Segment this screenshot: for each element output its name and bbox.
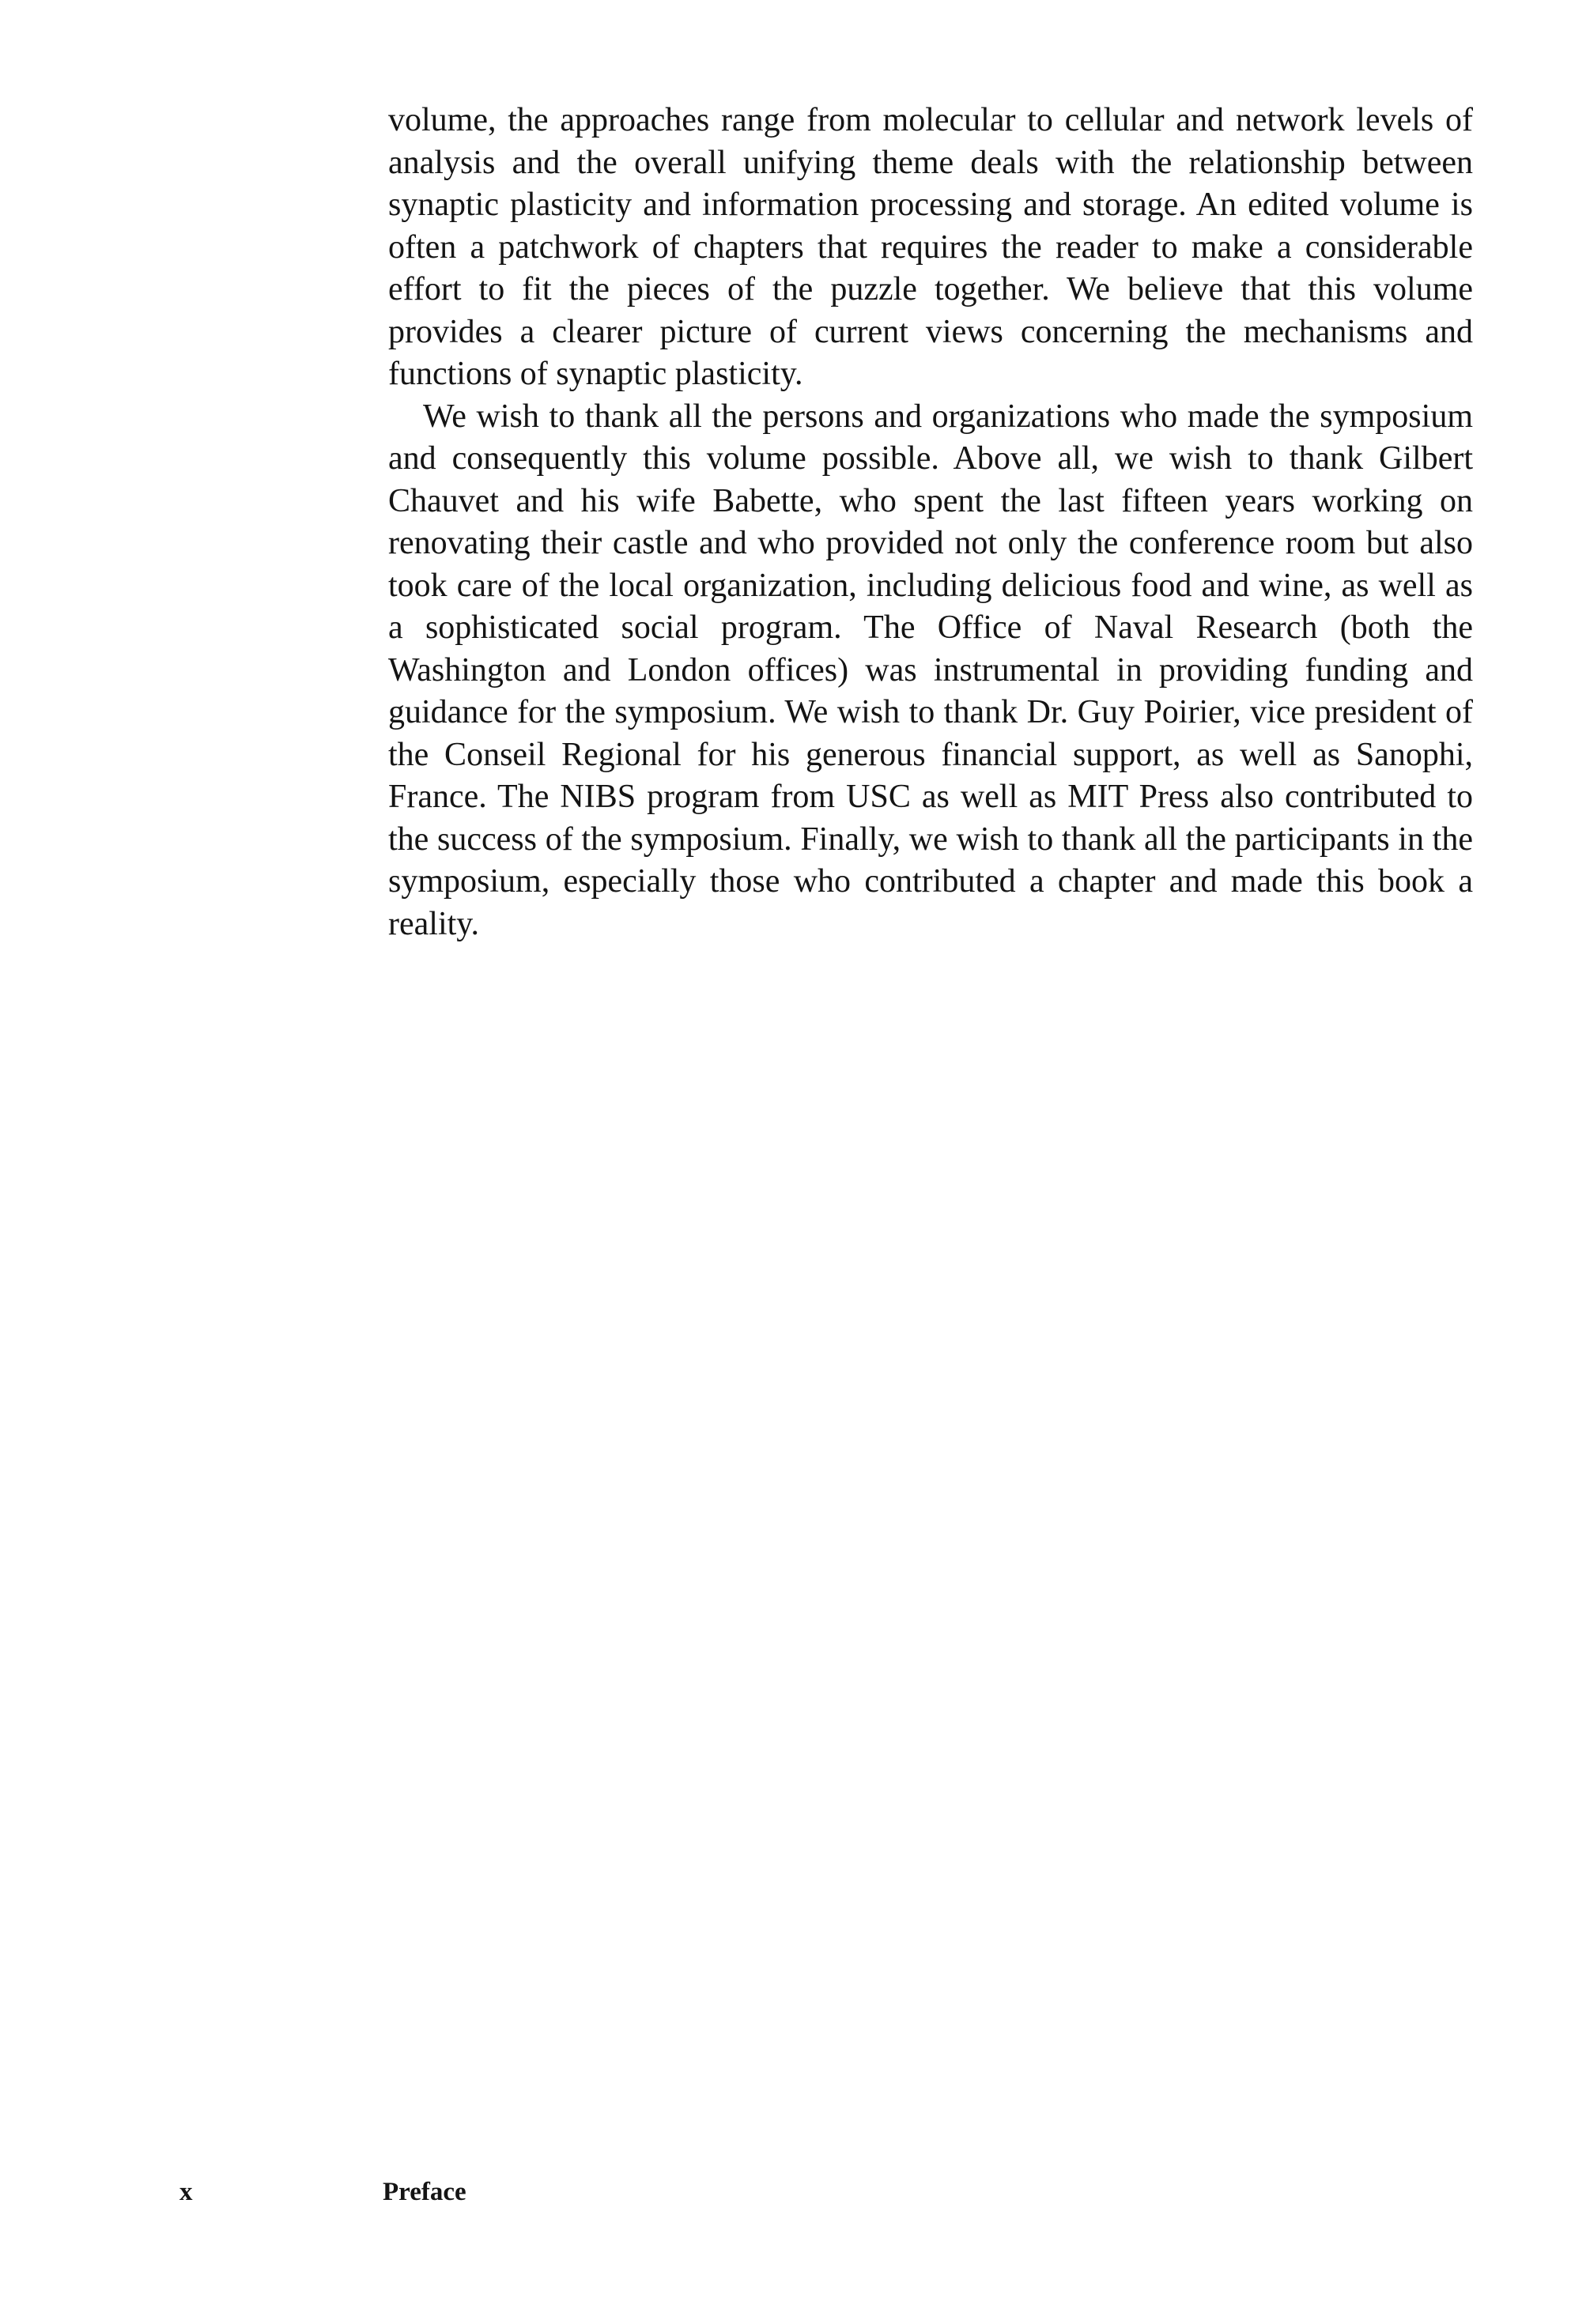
running-title: Preface <box>383 2178 466 2206</box>
paragraph-acknowledgements: We wish to thank all the persons and organizations who made the symposium and consequently this volume possible. Above all, we wish to thank Gilbert Chauvet and his wife Babette, who spent the last fifteen years working on renovating their castle and who provided not only the conference room but also took care of the local organization, including delicious food and wine, as well as a sophisticated social program. The Office of Naval Research (both the Washington and London offices) was instrumental in providing funding and guidance for the symposium. We wish to thank Dr. Guy Poirier, vice president of the Conseil Regional for his generous financial support, as well as Sanophi, France. The NIBS program from USC as well as MIT Press also contributed to the success of the symposium. Finally, we wish to thank all the participants in the symposium, especially those who contributed a chapter and made this book a reality. <box>388 398 1473 942</box>
page-number: x <box>179 2178 193 2206</box>
body-text <box>388 100 1473 945</box>
paragraph-continuation: volume, the approaches range from molecular to cellular and network levels of analysis and the overall unifying theme deals with the relationship between synaptic plasticity and information processing and storage. An edited volume is often a patchwork of chapters that requires the reader to make a considerable effort to fit the pieces of the puzzle together. We believe that this volume provides a clearer picture of current views concerning the mechanisms and functions of synaptic plasticity. <box>388 102 1473 392</box>
